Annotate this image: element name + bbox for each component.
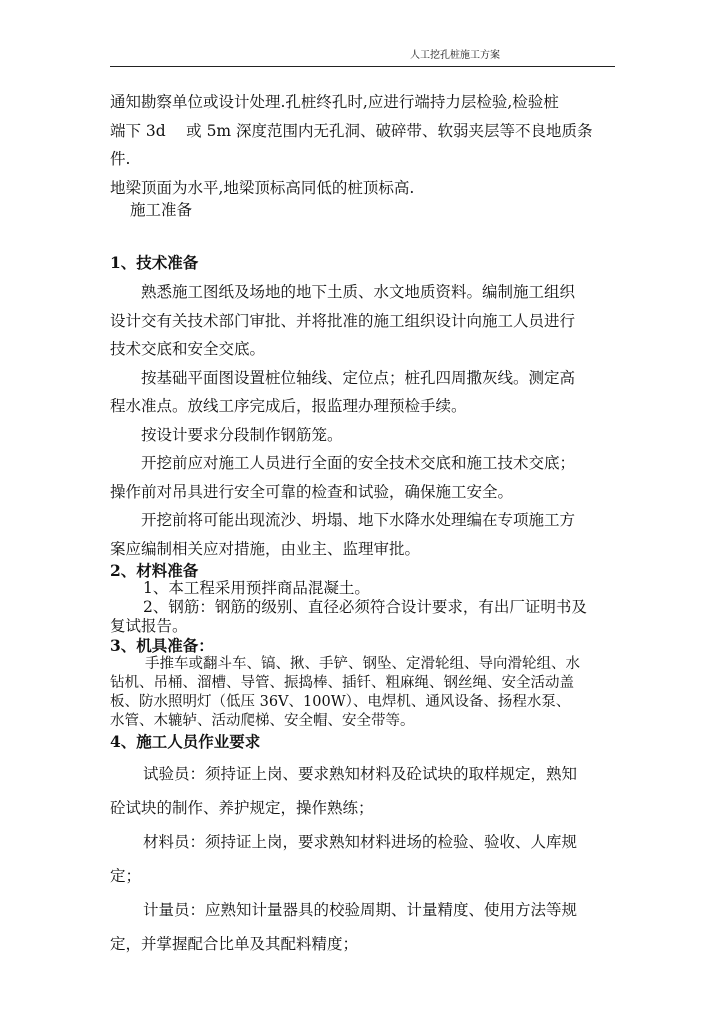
text-line: 手推车或翻斗车、镐、揪、手铲、钢坠、定滑轮组、导向滑轮组、水 bbox=[145, 656, 580, 672]
staff-block bbox=[110, 757, 615, 961]
paragraph bbox=[110, 421, 615, 450]
text-line: 定，并掌握配合比单及其配料精度； bbox=[110, 935, 359, 953]
intro-line: 件. bbox=[110, 150, 131, 168]
section-title: 施工准备 bbox=[130, 201, 193, 219]
material-block bbox=[110, 579, 615, 636]
text-line: 开挖前将可能出现流沙、坍塌、地下水降水处理编在专项施工方 bbox=[141, 511, 576, 529]
intro-line: 通知勘察单位或设计处理.孔桩终孔时,应进行端持力层检验,检验桩 bbox=[110, 93, 559, 111]
text-line: 技术交底和安全交底。 bbox=[110, 340, 266, 358]
text-line: 材料员：须持证上岗，要求熟知材料进场的检验、验收、人库规 bbox=[143, 833, 578, 851]
text-line: 砼试块的制作、养护规定，操作熟练； bbox=[110, 799, 374, 817]
paragraph bbox=[110, 449, 615, 506]
text-line: 按基础平面图设置桩位轴线、定位点；桩孔四周撒灰线。测定高 bbox=[141, 368, 576, 387]
text-line: 2、钢筋：钢筋的级别、直径必须符合设计要求，有出厂证明书及 bbox=[143, 598, 587, 616]
text-line: 程水准点。放线工序完成后，报监理办理预检手续。 bbox=[110, 397, 467, 415]
machine-heading: 3、机具准备： bbox=[110, 636, 214, 655]
tech-heading: 1、技术准备 bbox=[110, 253, 199, 272]
intro-line: 地梁顶面为水平,地梁顶标高同低的桩顶标高. bbox=[110, 179, 415, 197]
text-line: 水管、木辘轳、活动爬梯、安全帽、安全带等。 bbox=[110, 713, 415, 729]
text-line: 案应编制相关应对措施，由业主、监理审批。 bbox=[110, 539, 421, 558]
paragraph bbox=[110, 893, 615, 961]
paragraph bbox=[110, 364, 615, 421]
header-title: 人工挖孔桩施工方案 bbox=[410, 50, 500, 61]
paragraph bbox=[110, 506, 615, 563]
text-line: 复试报告。 bbox=[110, 617, 188, 635]
text-line: 按设计要求分段制作钢筋笼。 bbox=[141, 425, 343, 444]
staff-heading: 4、施工人员作业要求 bbox=[110, 732, 261, 751]
paragraph bbox=[110, 825, 615, 893]
intro-block bbox=[110, 88, 615, 174]
text-line: 设计交有关技术部门审批、并将批准的施工组织设计向施工人员进行 bbox=[110, 311, 576, 330]
text-line: 熟悉施工图纸及场地的地下土质、水文地质资料。编制施工组织 bbox=[141, 283, 576, 301]
paragraph bbox=[110, 757, 615, 825]
page-header bbox=[110, 48, 615, 67]
text-line: 1、本工程采用预拌商品混凝土。 bbox=[143, 579, 370, 597]
text-line: 钻机、吊桶、溜槽、导管、振捣棒、插钎、粗麻绳、钢丝绳、安全活动盖 bbox=[110, 675, 574, 691]
text-line: 计量员：应熟知计量器具的校验周期、计量精度、使用方法等规 bbox=[143, 901, 578, 919]
text-line: 试验员：须持证上岗、要求熟知材料及砼试块的取样规定，熟知 bbox=[143, 765, 578, 783]
text-line: 板、防水照明灯（低压 36V、100W）、电焊机、通风设备、扬程水泵、 bbox=[110, 694, 571, 710]
text-line: 操作前对吊具进行安全可靠的检查和试验，确保施工安全。 bbox=[110, 482, 514, 501]
paragraph bbox=[110, 278, 615, 364]
text-line: 定； bbox=[110, 867, 142, 885]
intro-line: 端下 3d 或 5m 深度范围内无孔洞、破碎带、软弱夹层等不良地质条 bbox=[110, 121, 593, 140]
machine-block bbox=[110, 655, 615, 731]
tech-block bbox=[110, 278, 615, 563]
text-line: 开挖前应对施工人员进行全面的安全技术交底和施工技术交底； bbox=[141, 454, 576, 472]
material-heading: 2、材料准备 bbox=[110, 561, 199, 580]
